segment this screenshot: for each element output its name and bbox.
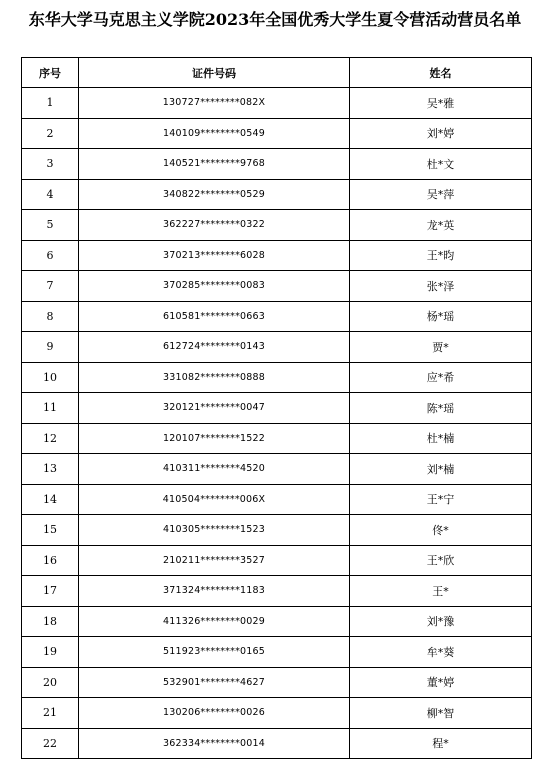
table-row — [22, 637, 532, 668]
name-cell: 贾* — [350, 332, 532, 363]
page-title: 东华大学马克思主义学院2023年全国优秀大学生夏令营活动营员名单 — [28, 10, 522, 29]
id-number-cell: 362334********0014 — [79, 728, 350, 759]
table-row — [22, 515, 532, 546]
row-number: 12 — [22, 423, 79, 454]
id-number-cell: 130206********0026 — [79, 698, 350, 729]
table-row — [22, 210, 532, 241]
table-row — [22, 271, 532, 302]
table-row — [22, 332, 532, 363]
name-cell: 吴*萍 — [350, 179, 532, 210]
name-cell: 程* — [350, 728, 532, 759]
name-cell: 刘*豫 — [350, 606, 532, 637]
name-cell: 王*宁 — [350, 484, 532, 515]
table-row — [22, 118, 532, 149]
id-number-cell: 410311********4520 — [79, 454, 350, 485]
row-number: 14 — [22, 484, 79, 515]
name-cell: 刘*楠 — [350, 454, 532, 485]
row-number: 20 — [22, 667, 79, 698]
row-number: 7 — [22, 271, 79, 302]
id-number-cell: 410504********006X — [79, 484, 350, 515]
row-number: 21 — [22, 698, 79, 729]
row-number: 5 — [22, 210, 79, 241]
id-number-cell: 532901********4627 — [79, 667, 350, 698]
row-number: 2 — [22, 118, 79, 149]
id-number-cell: 130727********082X — [79, 88, 350, 119]
id-number-cell: 511923********0165 — [79, 637, 350, 668]
id-number-cell: 340822********0529 — [79, 179, 350, 210]
name-cell: 柳*智 — [350, 698, 532, 729]
name-cell: 牟*葵 — [350, 637, 532, 668]
id-number-cell: 370213********6028 — [79, 240, 350, 271]
id-number-cell: 371324********1183 — [79, 576, 350, 607]
row-number: 19 — [22, 637, 79, 668]
row-number: 8 — [22, 301, 79, 332]
row-number: 18 — [22, 606, 79, 637]
table-row — [22, 301, 532, 332]
id-number-cell: 612724********0143 — [79, 332, 350, 363]
header-id-number: 证件号码 — [79, 58, 350, 88]
id-number-cell: 320121********0047 — [79, 393, 350, 424]
table-row — [22, 698, 532, 729]
row-number: 1 — [22, 88, 79, 119]
id-number-cell: 120107********1522 — [79, 423, 350, 454]
row-number: 6 — [22, 240, 79, 271]
table-row — [22, 454, 532, 485]
table-body — [22, 88, 532, 759]
table-row — [22, 667, 532, 698]
table-row — [22, 240, 532, 271]
row-number: 17 — [22, 576, 79, 607]
name-cell: 杜*文 — [350, 149, 532, 180]
table-row — [22, 606, 532, 637]
table-row — [22, 362, 532, 393]
id-number-cell: 370285********0083 — [79, 271, 350, 302]
row-number: 3 — [22, 149, 79, 180]
table-row — [22, 545, 532, 576]
name-cell: 王*昀 — [350, 240, 532, 271]
name-cell: 吴*雅 — [350, 88, 532, 119]
row-number: 4 — [22, 179, 79, 210]
name-cell: 杨*瑶 — [350, 301, 532, 332]
row-number: 22 — [22, 728, 79, 759]
id-number-cell: 410305********1523 — [79, 515, 350, 546]
name-cell: 杜*楠 — [350, 423, 532, 454]
row-number: 9 — [22, 332, 79, 363]
name-cell: 陈*瑶 — [350, 393, 532, 424]
name-cell: 龙*英 — [350, 210, 532, 241]
row-number: 15 — [22, 515, 79, 546]
table-row — [22, 576, 532, 607]
table-row — [22, 88, 532, 119]
row-number: 13 — [22, 454, 79, 485]
row-number: 16 — [22, 545, 79, 576]
name-cell: 张*泽 — [350, 271, 532, 302]
name-cell: 王*欣 — [350, 545, 532, 576]
name-cell: 王* — [350, 576, 532, 607]
table-header-row — [22, 58, 532, 88]
table-row — [22, 393, 532, 424]
name-cell: 应*希 — [350, 362, 532, 393]
row-number: 10 — [22, 362, 79, 393]
table-row — [22, 728, 532, 759]
id-number-cell: 610581********0663 — [79, 301, 350, 332]
name-cell: 佟* — [350, 515, 532, 546]
id-number-cell: 210211********3527 — [79, 545, 350, 576]
header-number: 序号 — [22, 58, 79, 88]
table-row — [22, 484, 532, 515]
name-cell: 董*婷 — [350, 667, 532, 698]
table-row — [22, 179, 532, 210]
table-row — [22, 149, 532, 180]
name-cell: 刘*婷 — [350, 118, 532, 149]
id-number-cell: 331082********0888 — [79, 362, 350, 393]
id-number-cell: 140521********9768 — [79, 149, 350, 180]
id-number-cell: 140109********0549 — [79, 118, 350, 149]
id-number-cell: 411326********0029 — [79, 606, 350, 637]
row-number: 11 — [22, 393, 79, 424]
header-name: 姓名 — [350, 58, 532, 88]
table-row — [22, 423, 532, 454]
id-number-cell: 362227********0322 — [79, 210, 350, 241]
roster-table — [21, 57, 532, 759]
